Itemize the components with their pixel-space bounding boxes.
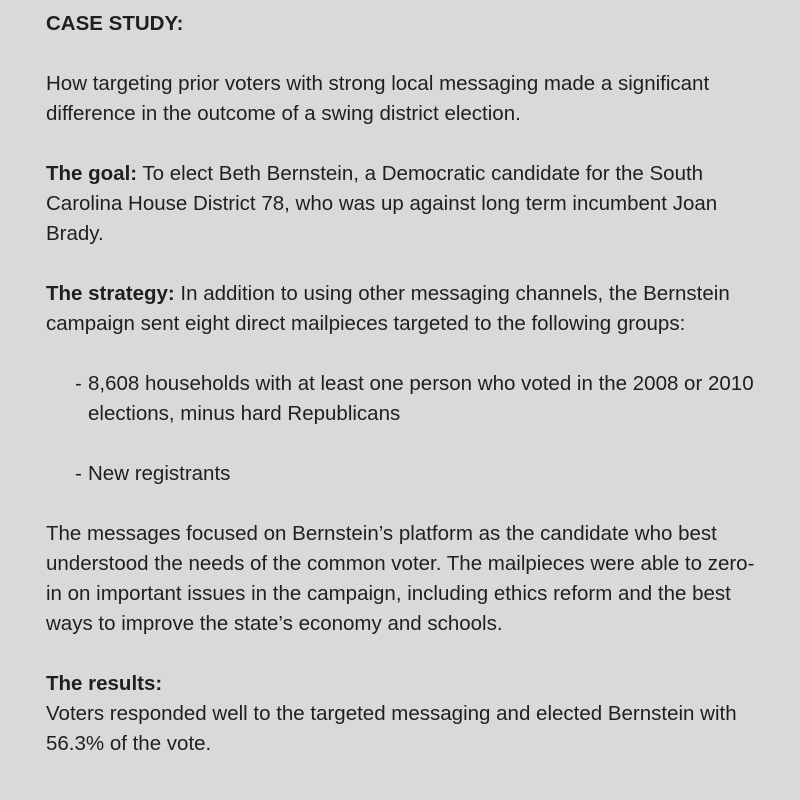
results-label: The results: — [46, 672, 163, 695]
strategy-text: In addition to using other messaging channels, the Bernstein campaign sent eight direct mailpieces targeted to the following groups: — [46, 282, 730, 335]
messages-paragraph: The messages focused on Bernstein’s platform as the candidate who best understood the needs of the common voter. The mailpieces were able to zero-in on important issues in the campaign, including ethics reform and the best ways to improve the state’s economy and schools. — [46, 522, 755, 635]
target-groups-list — [46, 369, 766, 489]
results-label-line — [46, 669, 766, 699]
goal-text: To elect Beth Bernstein, a Democratic candidate for the South Carolina House District 78, who was up against long term incumbent Joan Brady. — [46, 162, 718, 245]
results-paragraph: Voters responded well to the targeted messaging and elected Bernstein with 56.3% of the vote. — [46, 702, 737, 755]
list-item: - New registrants — [75, 459, 766, 489]
intro-paragraph: How targeting prior voters with strong local messaging made a significant difference in the outcome of a swing district election. — [46, 72, 710, 125]
case-study-heading: CASE STUDY: — [46, 12, 184, 35]
dash-bullet: - — [75, 372, 82, 395]
goal-label: The goal: — [46, 162, 138, 185]
goal-paragraph — [46, 159, 766, 249]
list-item: - 8,608 households with at least one person who voted in the 2008 or 2010 elections, minus hard Republicans — [75, 369, 766, 429]
dash-bullet: - — [75, 462, 82, 485]
strategy-paragraph — [46, 279, 766, 339]
case-study-document — [46, 9, 766, 759]
strategy-label: The strategy: — [46, 282, 175, 305]
